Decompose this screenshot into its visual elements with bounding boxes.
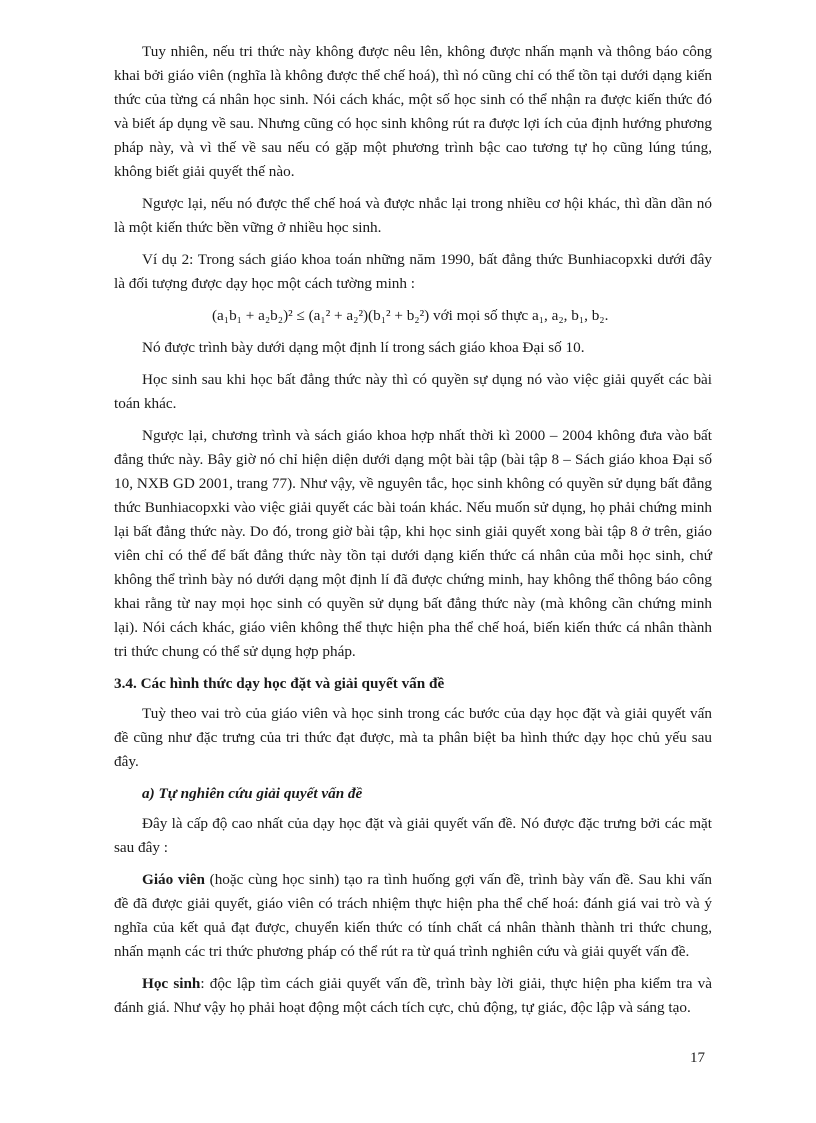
paragraph: Tuỳ theo vai trò của giáo viên và học sinh trong các bước của dạy học đặt và giải quyết vấn đề cũng như đặc trưng của tri thức đạt được, mà ta phân biệt ba hình thức dạy học chủ yếu sau đây. xyxy=(114,705,712,770)
subsection-heading: a) Tự nghiên cứu giải quyết vấn đề xyxy=(142,785,363,802)
paragraph: Ngược lại, nếu nó được thể chế hoá và được nhắc lại trong nhiều cơ hội khác, thì dần dần nó là một kiến thức bền vững ở nhiều học sinh. xyxy=(114,195,712,236)
bunhiacopxki-formula xyxy=(114,304,712,328)
paragraph: Ngược lại, chương trình và sách giáo khoa hợp nhất thời kì 2000 – 2004 không đưa vào bất đẳng thức này. Bây giờ nó chỉ hiện diện dưới dạng một bài tập (bài tập 8 – Sách giáo khoa Đại số 10, NXB GD 2001, trang 77). Như vậy, về nguyên tắc, học sinh không có quyền sử dụng bất đẳng thức Bunhiacopxki vào việc giải quyết các bài toán khác. Nếu muốn sử dụng, họ phải chứng minh lại bất đẳng thức này. Do đó, trong giờ bài tập, khi học sinh giải quyết xong bài tập 8 ở trên, giáo viên chỉ có thể để bất đẳng thức này tồn tại dưới dạng kiến thức cá nhân của mỗi học sinh, chứ không thể trình bày nó dưới dạng một định lí đã được chứng minh, hay không thể thông báo công khai rằng từ nay mọi học sinh có quyền sử dụng bất đẳng thức này (mà không cần chứng minh lại). Nói cách khác, giáo viên không thể thực hiện pha thể chế hoá, biến kiến thức cá nhân thành tri thức chung có thể sử dụng hợp pháp. xyxy=(114,427,712,660)
teacher-label: Giáo viên xyxy=(142,871,205,888)
paragraph: Đây là cấp độ cao nhất của dạy học đặt và giải quyết vấn đề. Nó được đặc trưng bởi các mặt sau đây : xyxy=(114,815,712,856)
paragraph: Học sinh sau khi học bất đẳng thức này thì có quyền sự dụng nó vào việc giải quyết các bài toán khác. xyxy=(114,371,712,412)
formula-condition: với mọi số thực a₁, a₂, b₁, b₂. xyxy=(429,307,609,324)
page-body xyxy=(114,40,712,1028)
paragraph: Ví dụ 2: Trong sách giáo khoa toán những năm 1990, bất đẳng thức Bunhiacopxki dưới đây là đối tượng được dạy học một cách tường minh : xyxy=(114,251,712,292)
paragraph-teacher xyxy=(114,868,712,964)
section-heading: 3.4. Các hình thức dạy học đặt và giải quyết vấn đề xyxy=(114,675,445,692)
student-text: : độc lập tìm cách giải quyết vấn đề, trình bày lời giải, thực hiện pha kiểm tra và đánh giá. Như vậy họ phải hoạt động một cách tích cực, chủ động, tự giác, độc lập và sáng tạo. xyxy=(114,975,712,1016)
paragraph: Nó được trình bày dưới dạng một định lí trong sách giáo khoa Đại số 10. xyxy=(142,339,585,356)
teacher-text: (hoặc cùng học sinh) tạo ra tình huống gợi vấn đề, trình bày vấn đề. Sau khi vấn đề đã được giải quyết, giáo viên có trách nhiệm thực hiện pha thể chế hoá: đánh giá vai trò và ý nghĩa của kết quả đạt được, chuyển kiến thức có tính chất cá nhân thành thành tri thức chung, nhấn mạnh các tri thức phương pháp có thể rút ra từ quá trình nghiên cứu và giải quyết vấn đề. xyxy=(114,871,712,960)
student-label: Học sinh xyxy=(142,975,201,992)
paragraph: Tuy nhiên, nếu tri thức này không được nêu lên, không được nhấn mạnh và thông báo công khai bởi giáo viên (nghĩa là không được thể chế hoá), thì nó cũng chỉ có thể tồn tại dưới dạng kiến thức của từng cá nhân học sinh. Nói cách khác, một số học sinh có thể nhận ra được kiến thức đó và biết áp dụng về sau. Nhưng cũng có học sinh không rút ra được lợi ích của định hướng phương pháp này, và vì thế về sau nếu có gặp một phương trình bậc cao tương tự họ cũng lúng túng, không biết giải quyết thế nào. xyxy=(114,43,712,180)
paragraph-student xyxy=(114,972,712,1020)
page-number: 17 xyxy=(690,1050,705,1066)
formula-inequality: (a₁b₁ + a₂b₂)² ≤ (a₁² + a₂²)(b₁² + b₂²) xyxy=(212,307,430,324)
